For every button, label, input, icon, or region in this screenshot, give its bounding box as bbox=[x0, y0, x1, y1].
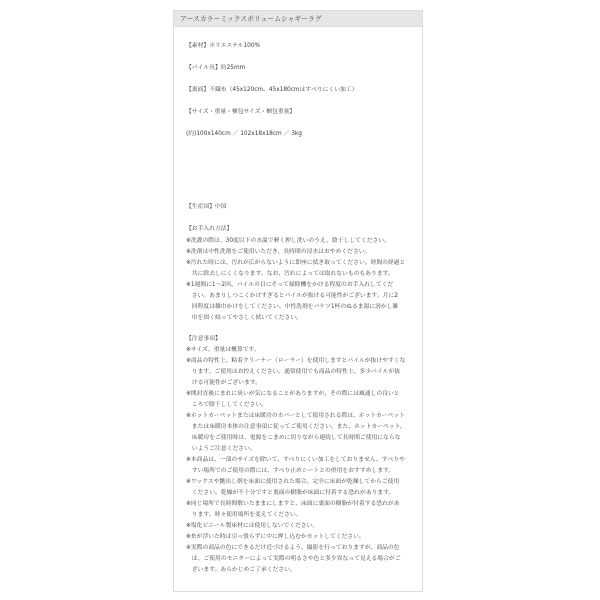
note-line: ※実際の商品の色にできるだけ近づけるよう、撮影を行っておりますが、商品の色 bbox=[186, 545, 400, 551]
pile-length-spec: 【パイル長】約25mm bbox=[186, 65, 246, 71]
note-line: ※ホットカーペットまたは床暖房のカバーとして使用される際は、ホットカーペット bbox=[186, 413, 405, 419]
note-line: は、ご使用のモニターによって実際の明るさや色と多少異なって見える場合がご bbox=[186, 556, 401, 562]
note-line: ※糸が浮いた時は引っ張らずに中に押し込むかカットしてください。 bbox=[186, 534, 365, 540]
care-line: 巾を固く絞ってやさしく拭いてください。 bbox=[186, 315, 302, 321]
note-line: ※商品の特性上、粘着クリーナー（ローラー）を使用しますとパイルが抜けやすくな bbox=[186, 358, 406, 364]
care-line: さい。あまりしつこくかけすぎるとパイルが抜ける可能性がございます。月に2 bbox=[186, 293, 398, 299]
material-spec: 【素材】ポリエステル100% bbox=[186, 43, 261, 49]
note-line: すい場所でのご使用の際には、すべり止めシートとの併用をおすすめします。 bbox=[186, 468, 395, 474]
size-heading: 【サイズ・重量・梱包サイズ・梱包重量】 bbox=[186, 109, 296, 115]
care-line: ※洗濯の際は、30度以下の水温で軽く押し洗いのうえ、陰干ししてください。 bbox=[186, 238, 390, 244]
note-line: ※塩化ビニール製床材には使用しないでください。 bbox=[186, 523, 319, 529]
size-value: (約)100x140cm ／ 102x18x18cm ／ 3kg bbox=[186, 131, 302, 137]
notes-heading: 【注意事項】 bbox=[186, 336, 221, 342]
note-line: ※開封直後にまれに臭いが気になることがありますが、その際には風通しの良いと bbox=[186, 391, 400, 397]
origin-spec: 【生産国】中国 bbox=[186, 204, 227, 210]
care-line: ※洗剤は中性洗剤をご使用いただき、長時間の浸水はおやめください。 bbox=[186, 249, 371, 255]
care-line: ※汚れた時には、汚れが広がらないように即座に拭き取ってください。時間の経過と bbox=[186, 260, 406, 266]
note-line: ください。乾燥が不十分ですと裏面の樹脂が床面に付着する恐れがあります。 bbox=[186, 490, 395, 496]
care-heading: 【お手入れ方法】 bbox=[186, 226, 233, 232]
note-line: ります。ご使用はお控えください。通常使用でも商品の特性上、多少パイルが抜 bbox=[186, 369, 401, 375]
care-line: ※1週間に1〜2回、パイルの目にそって掃除機をかける程度のお手入れしてくだ bbox=[186, 282, 394, 288]
page-title: アースカラーミックスボリュームシャギーラグ bbox=[174, 11, 422, 27]
note-line: ころで陰干ししてください。 bbox=[186, 402, 268, 408]
note-line: ※同じ場所で長時間敷いたままにしますと、床面に裏面の樹脂が付着する恐れがあ bbox=[186, 501, 400, 507]
note-line: ります。時々使用場所を変えてください。 bbox=[186, 512, 302, 518]
care-line: 回程度は雑巾かけをしてください。中性洗剤をバケツ1杯のぬるま湯に溶かし雑 bbox=[186, 304, 399, 310]
care-line: 共に除去しにくくなります。なお、汚れによっては取れないものもあります。 bbox=[186, 271, 394, 277]
backing-spec: 【裏面】不織布（45x120cm、45x180cmはすべりにくい加工） bbox=[186, 87, 358, 93]
spec-panel bbox=[173, 10, 423, 592]
note-line: ける可能性がございます。 bbox=[186, 380, 261, 386]
note-line: ※本商品は、一部のサイズを除いて、すべりにくい加工をしておりません。すべりや bbox=[186, 457, 405, 463]
note-line: または床暖房本体の注意事項に従ってご使用ください。また、ホットカーペット、 bbox=[186, 424, 406, 430]
note-line: ※サイズ、重量は概算です。 bbox=[186, 347, 260, 353]
note-line: いようご注意ください。 bbox=[186, 446, 256, 452]
note-line: ざいます。あらかじめご了承ください。 bbox=[186, 567, 296, 573]
note-line: ※ワックスや艶出し剤を床面に使用された場合、完全に床面が乾燥してからご使用 bbox=[186, 479, 400, 485]
note-line: 床暖房をご使用時は、電源をこまめに切りながら連続して長時間ご使用にならな bbox=[186, 435, 401, 441]
